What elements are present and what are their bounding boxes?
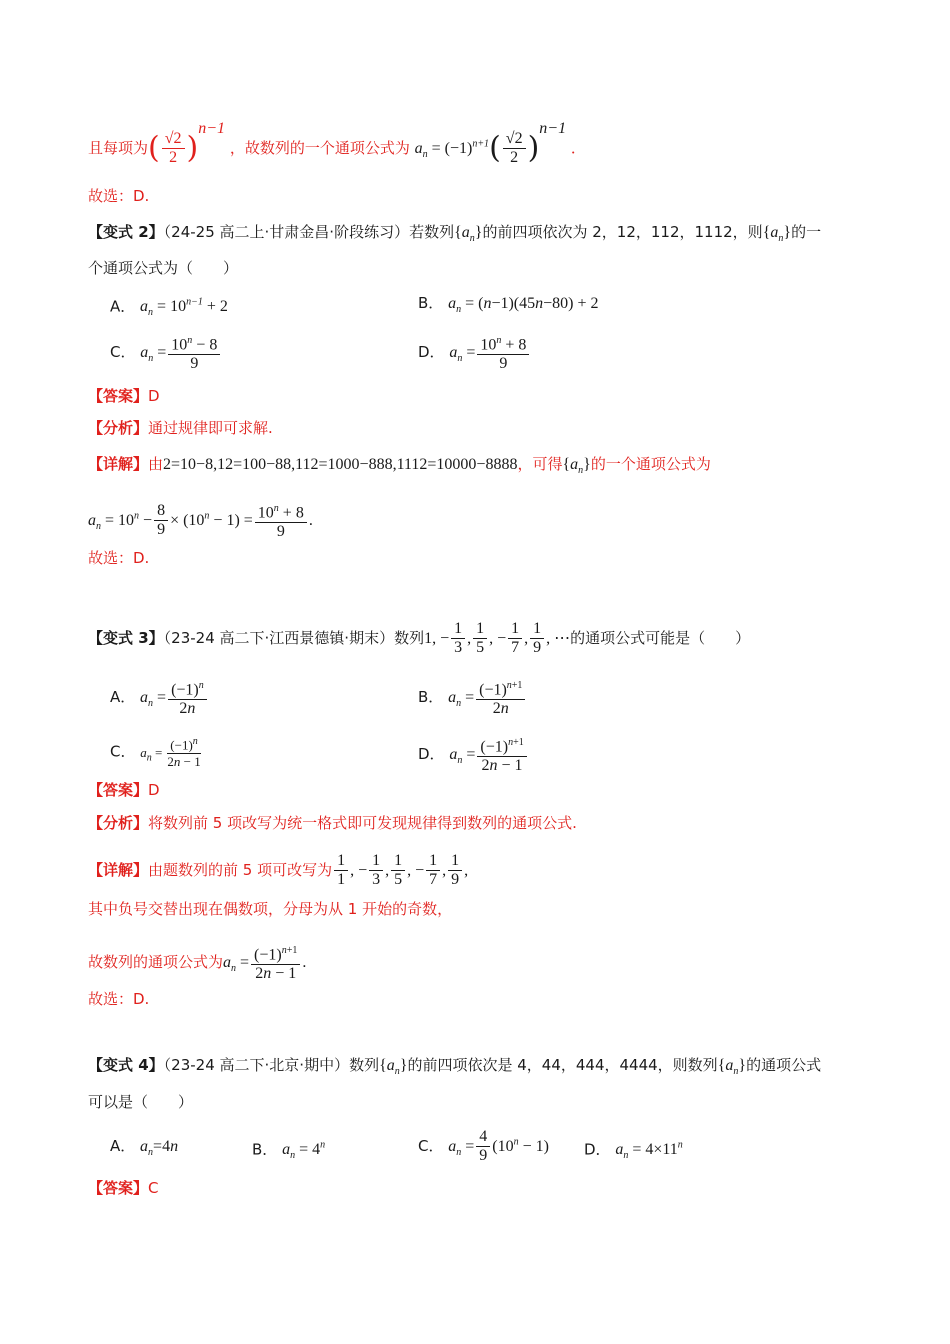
fraction-result: $\frac{10^n + 8}{9}$ [255, 500, 307, 541]
intro-line: 且每项为( $\frac{√2}{2}$ )$^{n-1}$ ，故数列的一个通项公式为 $a_n = (-1)^{n+1}$( $\frac{√2}{2}$ )$^{n-1}$ ． [88, 120, 586, 166]
formula: $a_n$ = [140, 689, 167, 710]
fraction: $\frac{10^n + 8}{9}$ [477, 332, 529, 373]
analysis-tag: 【分析】 [88, 419, 149, 437]
q3-option-a[interactable] [110, 677, 209, 718]
answer-value: D [148, 387, 160, 405]
q2-answer [88, 386, 160, 406]
sqrt2-over-2: $\frac{√2}{2}$ [162, 130, 185, 167]
opt-label: D． [584, 1140, 611, 1159]
select-0: 故选：D. [88, 187, 150, 205]
q3-stem [88, 620, 750, 657]
q4-answer [88, 1178, 159, 1198]
answer-tag: 【答案】 [88, 781, 149, 799]
opt-label: B． [252, 1140, 278, 1159]
analysis-tag: 【分析】 [88, 814, 149, 832]
q3-analysis [88, 813, 577, 833]
comma: , − [489, 630, 507, 647]
q3-stem1: 数列 [394, 629, 425, 647]
select-2: 故选：D. [88, 549, 150, 567]
formula: $a_n$ = [140, 344, 167, 365]
answer-value: D [148, 781, 160, 799]
q2-stem3: 的一 [791, 223, 822, 241]
formula: $a_n = 10^n$ − [88, 510, 153, 533]
q3-option-b[interactable] [418, 677, 527, 718]
formula-tail: $(10^n - 1)$ [492, 1136, 549, 1155]
q4-stem4: 可以是（ ） [88, 1093, 194, 1111]
fraction-8-9: $\frac{8}{9}$ [154, 502, 168, 539]
q2-detail [88, 454, 711, 481]
q2-stem1: 若数列 [409, 223, 455, 241]
q3-answer [88, 780, 160, 800]
detail-tag: 【详解】 [88, 455, 149, 473]
q3-detail-3 [88, 942, 306, 983]
opt-label: D． [418, 745, 445, 764]
period: . [308, 512, 313, 530]
fraction: $\frac{(-1)^n}{2n}$ [168, 677, 207, 718]
select-3: 故选：D. [88, 990, 150, 1008]
detail-text: 由题数列的前 5 项可改写为 [148, 861, 333, 879]
paren-left: ( [148, 130, 160, 166]
answer-value: C [148, 1179, 159, 1197]
q2-option-b[interactable] [418, 293, 599, 320]
detail-text-2: ，可得 [517, 455, 563, 473]
formula: $a_n$ = [140, 744, 163, 764]
formula: $a_n = 4^n$ [282, 1140, 326, 1162]
formula: $a_n$ = [449, 344, 476, 365]
q3-detail [88, 852, 468, 889]
comma: , − [407, 862, 425, 879]
comma: , − [350, 862, 368, 879]
comma: , [464, 862, 469, 879]
intro-end: ． [570, 139, 586, 157]
seq-an-2: $\{a_n\}$ [762, 224, 792, 245]
detail-text-3: 故数列的通项公式为 [88, 953, 224, 972]
q2-analysis [88, 418, 273, 438]
opt-label: A． [110, 297, 136, 316]
formula: $a_n = 4\times 11^n$ [615, 1140, 683, 1162]
q4-option-b[interactable] [252, 1136, 325, 1167]
ellipsis: , ⋯ [546, 630, 571, 647]
frac-1-7: $\frac{1}{7}$ [426, 852, 440, 889]
q2-option-d[interactable] [418, 332, 531, 373]
q4-source: （23-24 高二下·北京·期中） [163, 1056, 350, 1074]
q4-option-c[interactable] [418, 1128, 549, 1165]
analysis-text: 通过规律即可求解. [148, 419, 273, 437]
intro-text: 且每项为 [88, 139, 149, 157]
comma: , [385, 862, 390, 879]
q2-source: （24-25 高二上·甘肃金昌·阶段练习） [163, 223, 410, 241]
q4-stem1: 数列 [349, 1056, 380, 1074]
sqrt2-over-2-b: $\frac{√2}{2}$ [503, 130, 526, 167]
paren-right-2: ) [527, 130, 540, 166]
formula-an: $a_n = (-1)^{n+1}$ [414, 138, 490, 161]
fraction: $\frac{10^n - 8}{9}$ [168, 332, 220, 373]
q2-stem [88, 222, 821, 249]
intro-mid: ，故数列的一个通项公式为 [229, 139, 410, 157]
q2-derivation [88, 500, 313, 541]
q2-tag: 【变式 2】 [88, 223, 164, 241]
q3-detail-2: 其中负号交替出现在偶数项，分母为从 1 开始的奇数， [88, 900, 453, 918]
formula: $a_n$ = [448, 1138, 475, 1159]
frac-1-5: $\frac{1}{5}$ [391, 852, 405, 889]
q2-stem4: 个通项公式为（ ） [88, 259, 239, 277]
detail-tag: 【详解】 [88, 861, 149, 879]
opt-label: A． [110, 1137, 136, 1155]
opt-label: B． [418, 688, 444, 707]
q4-option-a[interactable] [110, 1136, 178, 1163]
q3-option-c[interactable] [110, 734, 206, 770]
seq-an: $\{a_n\}$ [562, 456, 591, 477]
q2-option-a[interactable] [110, 293, 228, 324]
fraction: $\frac{(-1)^{n+1}}{2n}$ [476, 677, 525, 718]
formula: $a_n$ = [448, 689, 475, 710]
answer-tag: 【答案】 [88, 1179, 149, 1197]
formula: $a_n$ = [449, 746, 476, 767]
q2-stem2: 的前四项依次为 2，12，112，1112，则 [482, 223, 763, 241]
formula: $a_n$ = [223, 954, 250, 975]
detail-text-3: 的一个通项公式为 [590, 455, 711, 473]
answer-tag: 【答案】 [88, 387, 149, 405]
q4-stem3: 的通项公式 [746, 1056, 822, 1074]
q3-tag: 【变式 3】 [88, 629, 164, 647]
analysis-text: 将数列前 5 项改写为统一格式即可发现规律得到数列的通项公式. [148, 814, 577, 832]
formula: $a_n = (n-1)(45n-80) + 2$ [448, 295, 599, 316]
formula: $a_n = 10^{n-1} + 2$ [140, 297, 228, 319]
paren-left-2: ( [489, 130, 501, 166]
opt-label: D． [418, 343, 445, 362]
detail-text: 由 [148, 455, 164, 473]
formula-times: × $(10^n - 1)$ = [170, 510, 253, 530]
comma: , [467, 630, 472, 647]
frac-1-3: $\frac{1}{3}$ [451, 620, 465, 657]
frac-1-9: $\frac{1}{9}$ [530, 620, 544, 657]
q2-option-c[interactable] [110, 332, 222, 373]
opt-label: C． [110, 343, 136, 362]
paren-right: ) [186, 130, 199, 166]
frac-1-3: $\frac{1}{3}$ [369, 852, 383, 889]
q3-stem2: 的通项公式可能是（ ） [570, 629, 751, 647]
fraction: $\frac{(-1)^{n+1}}{2n - 1}$ [477, 734, 526, 775]
formula: $a_n=4n$ [140, 1138, 179, 1159]
fraction: $\frac{(-1)^{n+1}}{2n - 1}$ [251, 942, 300, 983]
opt-label: B． [418, 294, 444, 312]
frac-1-5: $\frac{1}{5}$ [473, 620, 487, 657]
q4-tag: 【变式 4】 [88, 1056, 164, 1074]
q3-source: （23-24 高二下·江西景德镇·期末） [163, 629, 395, 647]
detail-equation: 2=10−8,12=100−88,112=1000−888,1112=10000−8888 [163, 456, 518, 473]
sequence-terms: 1, − [424, 630, 450, 647]
period: . [302, 954, 307, 972]
frac-1-1: $\frac{1}{1}$ [334, 852, 348, 889]
comma: , [442, 862, 447, 879]
q3-option-d[interactable] [418, 734, 529, 775]
opt-label: C． [418, 1137, 444, 1155]
q4-option-d[interactable] [584, 1136, 683, 1167]
fraction: $\frac{(-1)^n}{2n - 1}$ [167, 736, 201, 770]
frac-1-7: $\frac{1}{7}$ [508, 620, 522, 657]
q4-stem [88, 1055, 821, 1082]
comma: , [524, 630, 529, 647]
fraction-4-9: $\frac{4}{9}$ [476, 1128, 490, 1165]
seq-an: $\{a_n\}$ [379, 1057, 408, 1078]
opt-label: A． [110, 688, 136, 707]
frac-1-9: $\frac{1}{9}$ [448, 852, 462, 889]
seq-an: $\{a_n\}$ [454, 224, 483, 245]
opt-label: C． [110, 742, 136, 761]
seq-an-2: $\{a_n\}$ [717, 1057, 747, 1078]
q4-stem2: 的前四项依次是 4，44，444，4444，则数列 [407, 1056, 718, 1074]
